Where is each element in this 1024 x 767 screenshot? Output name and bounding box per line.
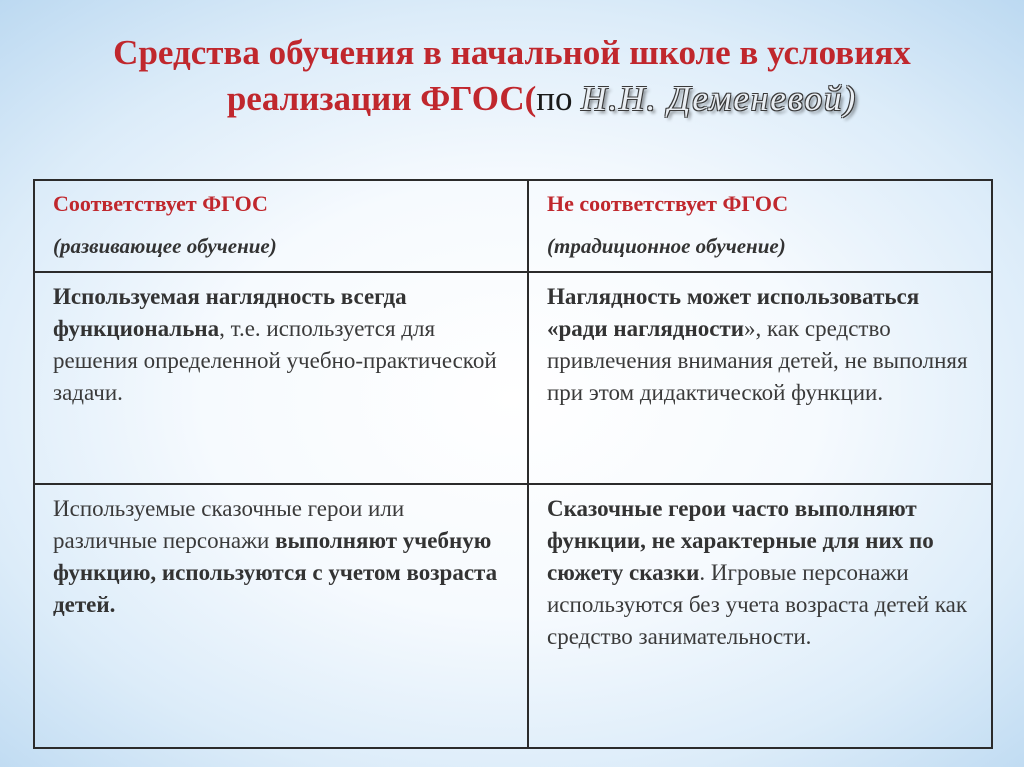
row2-right-bold: Сказочные герои часто выполняют функции, не характерные для них по сюжету сказки: [547, 496, 934, 585]
header-cell-left: [34, 180, 528, 272]
header-cell-right: [528, 180, 992, 272]
page-title: [0, 30, 1024, 122]
title-author: Н.Н. Деменевой): [581, 79, 858, 118]
row2-left-bold: выполняют учебную функцию, используются с учетом возраста детей.: [53, 528, 498, 617]
title-po: по: [536, 79, 573, 118]
row1-right-cell: [528, 272, 992, 484]
row2-right-cell: [528, 484, 992, 748]
row1-left-cell: [34, 272, 528, 484]
row2-left-cell: [34, 484, 528, 748]
table-row: [34, 484, 992, 748]
header-right-title: Не соответствует ФГОС: [547, 191, 789, 216]
row1-left-bold: Используемая наглядность всегда функциональна: [53, 284, 407, 341]
title-line-2: [0, 76, 1024, 122]
header-right-subtitle: (традиционное обучение): [547, 234, 786, 258]
row1-right-text: », как средство привлечения внимания детей, не выполняя при этом дидактической функции.: [547, 316, 968, 405]
row2-right-text: . Игровые персонажи используются без учета возраста детей как средство занимательности.: [547, 560, 968, 649]
table-row: [34, 272, 992, 484]
row2-left-text: Используемые сказочные герои или различные персонажи: [53, 496, 405, 553]
header-left-title: Соответствует ФГОС: [53, 191, 268, 216]
title-line-1: Средства обучения в начальной школе в условиях: [113, 33, 911, 72]
table-header-row: [34, 180, 992, 272]
header-left-subtitle: (развивающее обучение): [53, 234, 277, 258]
row1-left-text: , т.е. используется для решения определенной учебно-практической задачи.: [53, 316, 497, 405]
row1-right-bold: Наглядность может использоваться «ради наглядности: [547, 284, 920, 341]
title-line-2-main: реализации ФГОС(: [226, 79, 537, 118]
comparison-table: [33, 179, 993, 749]
